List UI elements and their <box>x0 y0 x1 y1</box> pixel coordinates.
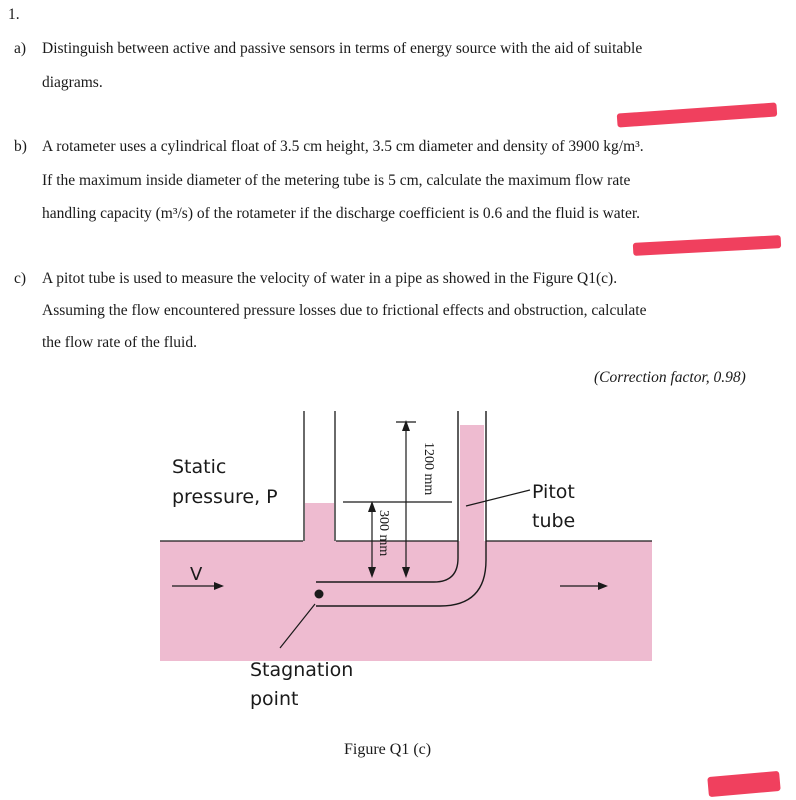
figure-caption: Figure Q1 (c) <box>344 741 432 758</box>
pitot-tube-label-1: Pitot <box>532 481 575 503</box>
part-c-line-2: Assuming the flow encountered pressure losses due to frictional effects and obstruction, calculate <box>42 302 647 319</box>
static-pressure-label-1: Static <box>172 456 227 478</box>
stagnation-point-dot <box>315 590 324 599</box>
question-number: 1. <box>8 6 20 23</box>
part-a-marker: a) <box>14 40 27 57</box>
dim-1200-label: 1200 mm <box>421 442 436 496</box>
static-tube-fluid <box>305 503 334 543</box>
static-pressure-label-2: pressure, P <box>172 486 278 508</box>
velocity-label: V <box>190 564 203 585</box>
pitot-tube-label-2: tube <box>532 510 576 532</box>
part-c-line-1: A pitot tube is used to measure the velocity of water in a pipe as showed in the Figure Q1(c). <box>42 270 618 287</box>
correction-factor: (Correction factor, 0.98) <box>594 369 746 386</box>
stagnation-point-label-1: Stagnation <box>250 659 354 681</box>
part-b-line-2: If the maximum inside diameter of the metering tube is 5 cm, calculate the maximum flow rate <box>42 172 631 189</box>
part-b-line-1: A rotameter uses a cylindrical float of 3.5 cm height, 3.5 cm diameter and density of 3900 kg/m³. <box>42 138 644 155</box>
part-c-marker: c) <box>14 270 27 287</box>
part-a-line-2: diagrams. <box>42 74 103 91</box>
stagnation-point-label-2: point <box>250 688 299 710</box>
dim-300-label: 300 mm <box>376 510 391 557</box>
part-a-line-1: Distinguish between active and passive sensors in terms of energy source with the aid of suitable <box>42 40 643 57</box>
part-b-line-3: handling capacity (m³/s) of the rotameter if the discharge coefficient is 0.6 and the fluid is water. <box>42 205 641 222</box>
part-b-marker: b) <box>14 138 27 155</box>
part-c-line-3: the flow rate of the fluid. <box>42 334 197 351</box>
